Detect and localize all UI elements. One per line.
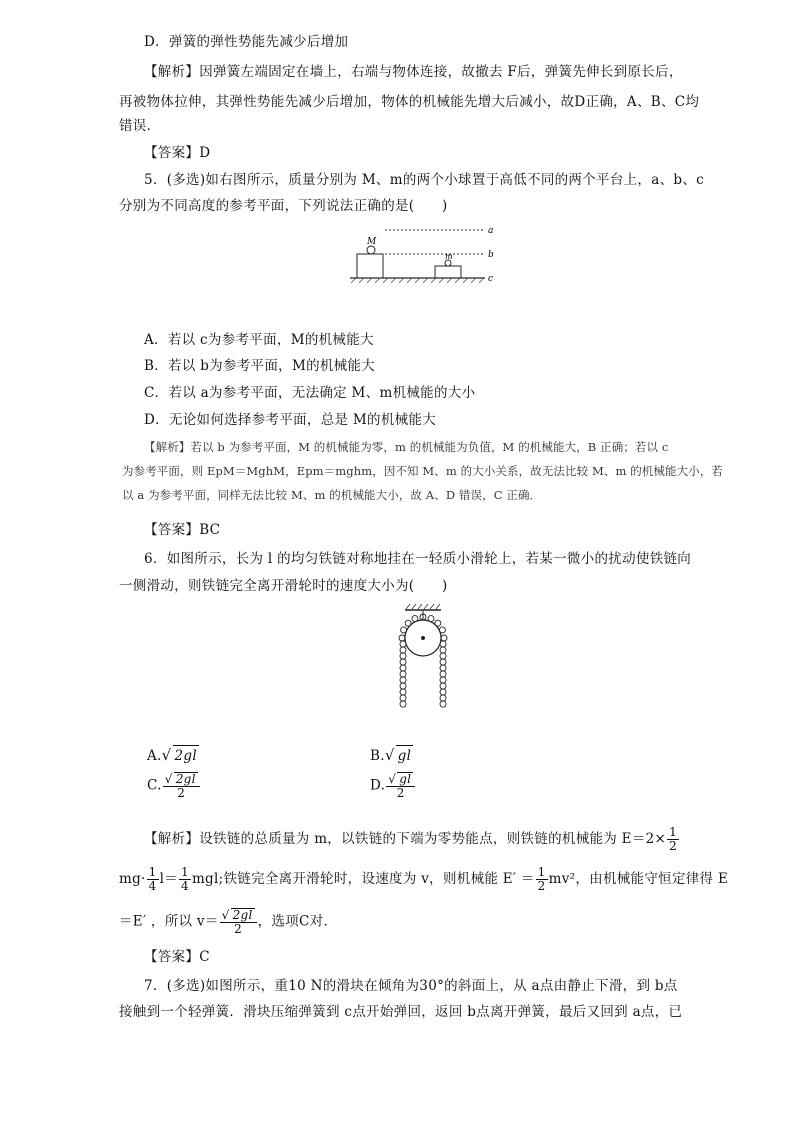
chain-link: [401, 627, 407, 633]
frac-v-den: 2: [234, 922, 243, 936]
frac-quarter-num: 1: [148, 865, 157, 879]
q6-option-c: C. $\frac{√ 2gl}{2}$: [147, 772, 201, 800]
chain-link: [400, 659, 406, 665]
q6-analysis-text3a: ＝E′ ，所以 v＝: [119, 913, 219, 930]
frac-half-num: 1: [669, 825, 678, 839]
frac-quarter-den: 4: [148, 879, 157, 893]
chain-link: [440, 671, 446, 677]
q6-option-c-num: 2gl: [175, 772, 196, 786]
q6-option-d: D. $\frac{√ gl}{2}$: [370, 772, 416, 800]
analysis-prev-line1: 【解析】因弹簧左端固定在墙上，右端与物体连接，故撤去 F后，弹簧先伸长到原长后，: [144, 64, 683, 80]
chain-link: [400, 647, 406, 653]
q6-figure: [395, 600, 451, 710]
chain: [399, 614, 447, 707]
chain-link: [441, 635, 447, 641]
chain-link: [440, 701, 446, 707]
q6-option-b-label: B.: [370, 748, 385, 764]
chain-link: [440, 641, 446, 647]
frac-v-num: 2gl: [232, 908, 253, 922]
chain-link: [399, 635, 405, 641]
q5-answer: 【答案】BC: [144, 522, 221, 538]
q6-line1: 6．如图所示，长为 l 的均匀铁链对称地挂在一轻质小滑轮上，若某一微小的扰动使铁链向: [144, 551, 692, 567]
frac-quarter2-num: 1: [181, 865, 189, 879]
chain-link: [440, 665, 446, 671]
chain-link: [440, 677, 446, 683]
q5-option-a: A．若以 c为参考平面，M的机械能大: [144, 332, 374, 348]
chain-link: [400, 641, 406, 647]
q6-analysis-text2d: mv²，由机械能守恒定律得 E: [548, 871, 729, 887]
q6-option-b-radicand: gl: [396, 745, 414, 766]
chain-link: [400, 683, 406, 689]
q5-analysis-line3: 以 a 为参考平面，同样无法比较 M、m 的机械能大小，故 A、D 错误，C 正确．: [122, 488, 542, 502]
q6-line2: 一侧滑动，则铁链完全离开滑轮时的速度大小为( ): [119, 578, 448, 594]
chain-link: [440, 683, 446, 689]
q6-analysis-text1: 【解析】设铁链的总质量为 m，以铁链的下端为零势能点，则铁链的机械能为 E＝2×: [144, 831, 667, 847]
q6-option-c-label: C.: [147, 777, 162, 794]
chain-link: [440, 647, 446, 653]
q5-analysis-line2: 为参考平面，则 EpM＝MghM，Epm＝mghm，因不知 M、m 的大小关系，故无法比较 M、m 的机械能大小，若: [122, 464, 724, 478]
q6-analysis-text2c: mgl;铁链完全离开滑轮时，设速度为 v，则机械能 E′ ＝: [191, 871, 535, 887]
q6-option-c-den: 2: [177, 786, 186, 800]
q6-answer: 【答案】C: [144, 949, 210, 965]
chain-link: [439, 627, 445, 633]
q6-analysis-line3: ＝E′ ，所以 v＝ $\frac{√ 2gl}{2}$ ，选项C对．: [119, 908, 338, 936]
q6-analysis-text2a: mg·: [119, 871, 146, 887]
q6-analysis-line1: [144, 826, 680, 853]
analysis-prev-line3: 错误．: [119, 118, 161, 134]
chain-link: [440, 659, 446, 665]
label-b: b: [488, 250, 494, 260]
analysis-prev-line2: 再被物体拉伸，其弹性势能先减少后增加，物体的机械能先增大后减小，故D正确，A、B、C均: [119, 94, 700, 110]
q6-option-b: B.√ gl: [370, 746, 412, 764]
q5-line1: 5．(多选)如右图所示，质量分别为 M、m的两个小球置于高低不同的两个平台上，a、b、c: [144, 172, 704, 188]
ground-hatch: [351, 278, 484, 283]
q5-figure: [345, 222, 495, 286]
chain-link: [440, 689, 446, 695]
frac-half-den: 2: [669, 839, 678, 853]
frac-half2-num: 1: [537, 865, 546, 879]
chain-link: [440, 653, 446, 659]
q6-option-d-den: 2: [396, 786, 405, 800]
q6-option-a-label: A.: [147, 748, 162, 764]
chain-link: [400, 677, 406, 683]
platform-m-box: [357, 254, 383, 278]
chain-link: [400, 689, 406, 695]
q7-line2: 接触到一个轻弹簧．滑块压缩弹簧到 c点开始弹回，返回 b点离开弹簧，最后又回到 a点，已: [119, 1004, 683, 1020]
q5-option-b: B．若以 b为参考平面，M的机械能大: [144, 358, 376, 374]
label-c: c: [488, 274, 494, 284]
q5-analysis-line1: 【解析】若以 b 为参考平面，M 的机械能为零，m 的机械能为负值，M 的机械能大，B 正确；若以 c: [144, 440, 669, 454]
label-M: M: [367, 237, 377, 247]
q5-line2: 分别为不同高度的参考平面，下列说法正确的是( ): [119, 198, 448, 214]
q6-analysis-line2: [119, 866, 728, 893]
ceiling-hatch: [406, 604, 440, 609]
answer-prev: 【答案】D: [144, 145, 211, 161]
chain-link: [400, 665, 406, 671]
ball-m-big: [367, 246, 375, 254]
label-m: m: [445, 252, 453, 261]
chain-link: [440, 695, 446, 701]
q6-analysis-text3b: ，选项C对．: [257, 913, 338, 930]
q6-option-a: A.√ 2gl: [147, 746, 197, 764]
chain-link: [435, 620, 441, 626]
chain-link: [400, 653, 406, 659]
q6-option-a-radicand: 2gl: [173, 745, 199, 766]
chain-link: [428, 616, 434, 622]
q6-option-d-label: D.: [370, 777, 386, 794]
chain-link: [405, 620, 411, 626]
q6-analysis-text2b: l＝: [159, 871, 178, 887]
chain-link: [412, 616, 418, 622]
chain-link: [400, 701, 406, 707]
frac-half2-den: 2: [537, 879, 546, 893]
q7-line1: 7．(多选)如图所示，重10 N的滑块在倾角为30°的斜面上，从 a点由静止下滑，到 b点: [144, 978, 678, 994]
q5-option-c: C．若以 a为参考平面，无法确定 M、m机械能的大小: [144, 385, 476, 401]
chain-link: [400, 695, 406, 701]
pulley-axle: [421, 636, 425, 640]
q5-option-d: D．无论如何选择参考平面，总是 M的机械能大: [144, 412, 437, 428]
platform-small-box: [435, 266, 461, 278]
q6-option-d-num: gl: [399, 772, 412, 786]
label-a: a: [488, 226, 494, 236]
frac-quarter2-den: 4: [181, 879, 189, 893]
chain-link: [400, 671, 406, 677]
option-d-prev: D．弹簧的弹性势能先减少后增加: [144, 34, 349, 50]
